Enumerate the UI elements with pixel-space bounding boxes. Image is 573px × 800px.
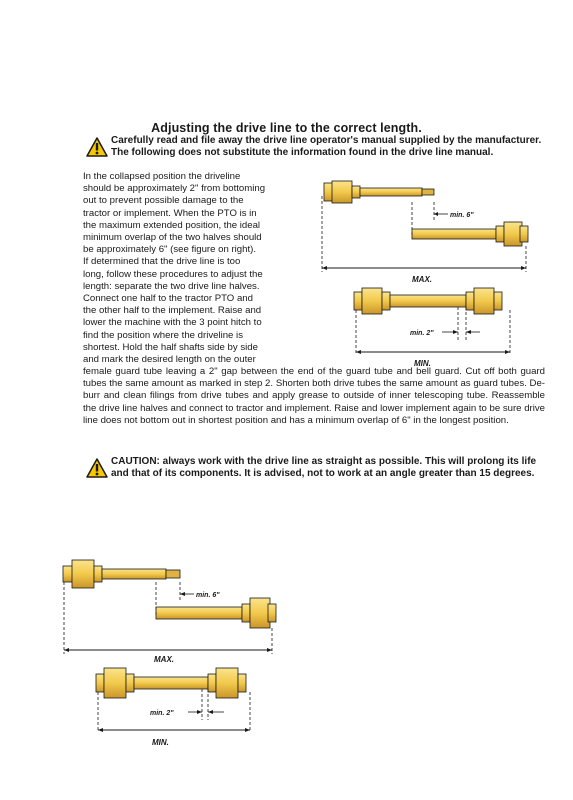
body-text-continued: female guard tube leaving a 2" gap between the end of the guard tube and bell guard. Cut off both guard tubes the same amount as marked in step 2. Shorten both drive tubes the same amount as guard tubes. De-burr and clean filings from drive tubes and apply grease to outside of inner telescoping tube. Reassemble the drive line halves and connect to tractor and implement. Raise and lower implement again to be sure drive line does not bottom out in shortest position and has a minimum overlap of 6" in the longest position.	[83, 366, 545, 426]
body-line: If determined that the drive line is too	[83, 256, 241, 268]
body-line: length: separate the two drive line halves.	[83, 280, 260, 292]
body-line: shortest. Hold the half shafts side by side	[83, 341, 258, 353]
body-line: the maximum extended position, the ideal	[83, 219, 261, 231]
max-label: MAX.	[412, 275, 432, 284]
caution-paragraph: CAUTION: always work with the drive line as straight as possible. This will prolong its life and that of its components. It is advised, not to work at an angle greater than 15 degrees.	[111, 456, 537, 479]
body-line: In the collapsed position the driveline	[83, 171, 241, 182]
body-line: out to prevent possible damage to the	[83, 195, 244, 207]
min-2-label: min. 2"	[410, 330, 434, 337]
driveline-half-upper	[63, 560, 180, 588]
body-text-column	[83, 171, 309, 366]
page-title: Adjusting the drive line to the correct length.	[151, 121, 422, 135]
caution-icon	[86, 458, 108, 478]
min-6-label: min. 6"	[196, 592, 220, 599]
driveline-figure-large	[60, 550, 280, 750]
body-line: find the position where the driveline is	[83, 329, 243, 341]
body-line: the other half to the implement. Raise and	[83, 305, 262, 317]
driveline-collapsed	[96, 668, 246, 698]
body-line: Connect one half to the tractor PTO and	[83, 293, 253, 305]
body-line: minimum overlap of the two halves should	[83, 232, 262, 244]
body-line: and mark the desired length on the outer	[83, 354, 256, 366]
driveline-half-lower	[412, 222, 528, 246]
min-6-label: min. 6"	[450, 212, 474, 219]
min-label: MIN.	[414, 359, 431, 368]
min-label: MIN.	[152, 738, 169, 747]
body-line: lower the machine with the 3 point hitch to	[83, 317, 262, 329]
warning-icon	[86, 137, 108, 157]
warning-paragraph: Carefully read and file away the drive line operator's manual supplied by the manufacturer. The following does not substitute the information found in the drive line manual.	[111, 135, 542, 158]
max-label: MAX.	[154, 655, 174, 664]
body-line: should be approximately 2" from bottoming	[83, 183, 266, 195]
body-line: long, follow these procedures to adjust the	[83, 268, 263, 280]
driveline-half-upper	[324, 181, 434, 203]
driveline-figure-small	[318, 176, 540, 372]
min-2-label: min. 2"	[150, 710, 174, 717]
body-line: be approximately 6" (see figure on right).	[83, 244, 256, 256]
body-line: tractor or implement. When the PTO is in	[83, 207, 257, 219]
driveline-half-lower	[156, 598, 276, 628]
driveline-collapsed	[354, 288, 502, 314]
